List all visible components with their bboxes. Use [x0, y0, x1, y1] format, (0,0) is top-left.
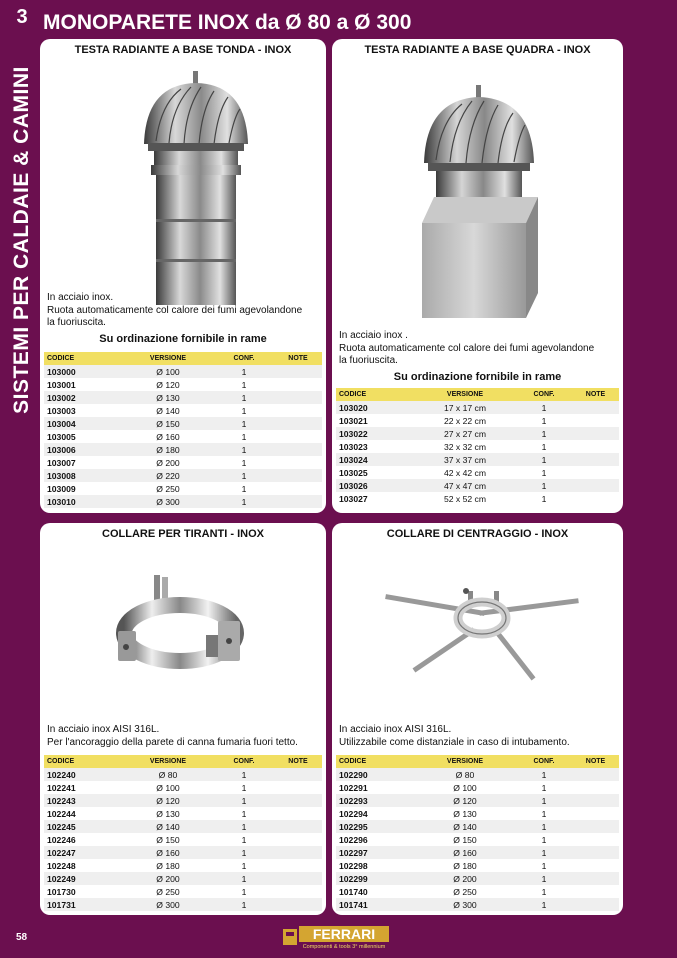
col-header-version: VERSIONE: [414, 388, 516, 401]
cell-code: 103020: [336, 401, 414, 414]
cell-version: Ø 140: [414, 820, 516, 833]
cell-code: 101741: [336, 898, 414, 911]
table-row: [336, 872, 619, 885]
table-header-row: [336, 755, 619, 768]
cell-conf: 1: [241, 431, 247, 442]
card-subheading: Su ordinazione fornibile in rame: [393, 371, 562, 383]
cell-notes: [274, 495, 322, 508]
cell-code: 102294: [339, 808, 368, 819]
table-row: [44, 885, 322, 898]
cell-conf: 1: [516, 401, 572, 414]
table-row: [44, 820, 322, 833]
cell-notes: [572, 453, 619, 466]
brand-name: FERRARI: [312, 926, 376, 942]
table-row: [44, 872, 322, 885]
desc-line: Per l'ancoraggio della parete di canna fumaria fuori tetto.: [47, 736, 298, 748]
cell-notes: [572, 859, 619, 872]
table-row: [44, 378, 322, 391]
cell-notes: [572, 898, 619, 911]
cell-notes: [274, 443, 322, 456]
cell-version: 47 x 47 cm: [414, 479, 516, 492]
cell-conf: 1: [541, 415, 547, 426]
cell-version: Ø 250: [453, 886, 477, 897]
table-row: [44, 469, 322, 482]
cell-conf: 1: [516, 453, 572, 466]
side-title: [6, 40, 38, 440]
cell-notes: [274, 456, 322, 469]
cell-notes: [274, 391, 322, 404]
cell-version: Ø 100: [453, 782, 477, 793]
desc-line: Ruota automaticamente col calore dei fumi agevolandone: [47, 304, 303, 316]
table-row: [336, 440, 619, 453]
cell-version: Ø 100: [156, 782, 180, 793]
table-row: [44, 898, 322, 911]
cell-version: Ø 250: [156, 886, 180, 897]
table-row: [44, 807, 322, 820]
cell-version: Ø 140: [122, 820, 214, 833]
cell-notes: [572, 833, 619, 846]
cell-conf: 1: [241, 886, 247, 897]
card-description: [339, 330, 594, 368]
cell-conf: 1: [541, 808, 547, 819]
table-row: [336, 833, 619, 846]
table-row: [336, 401, 619, 414]
cell-code: 102291: [339, 782, 368, 793]
cell-notes: [572, 479, 619, 492]
table-row: [44, 365, 322, 378]
col-header-notes: NOTE: [572, 755, 619, 768]
cell-conf: 1: [214, 365, 274, 378]
cell-code: 102248: [47, 860, 76, 871]
cell-notes: [572, 820, 619, 833]
cell-code: 103025: [339, 467, 368, 478]
col-header-version: VERSIONE: [414, 755, 516, 768]
cell-notes: [274, 820, 322, 833]
desc-line: la fuoriuscita.: [47, 317, 106, 328]
table-header-row: [336, 388, 619, 401]
cell-code: 102244: [47, 808, 76, 819]
table-row: [336, 427, 619, 440]
brand-tagline: Componenti & tools 3° millennium: [302, 944, 386, 949]
table-row: [44, 859, 322, 872]
card-subheading: Su ordinazione fornibile in rame: [99, 333, 267, 345]
cell-version: Ø 130: [453, 808, 477, 819]
card-title: TESTA RADIANTE A BASE QUADRA - INOX: [364, 44, 591, 56]
cell-version: Ø 200: [156, 457, 180, 468]
cell-conf: 1: [214, 872, 274, 885]
cell-conf: 1: [214, 898, 274, 911]
cell-conf: 1: [516, 846, 572, 859]
table-row: [44, 781, 322, 794]
table-row: [336, 794, 619, 807]
cell-code: 102299: [336, 872, 414, 885]
cell-notes: [274, 365, 322, 378]
cell-conf: 1: [214, 820, 274, 833]
chapter-number: 3: [16, 6, 28, 28]
cell-code: 103009: [47, 483, 76, 494]
cell-code: 103000: [44, 365, 122, 378]
cell-code: 103010: [44, 495, 122, 508]
cell-notes: [572, 414, 619, 427]
cell-version: 27 x 27 cm: [414, 427, 516, 440]
cell-version: Ø 220: [122, 469, 214, 482]
col-header-code: CODICE: [336, 755, 414, 768]
cell-version: Ø 150: [156, 834, 180, 845]
cell-conf: 1: [241, 860, 247, 871]
cell-conf: 1: [214, 417, 274, 430]
cell-conf: 1: [214, 495, 274, 508]
cell-version: Ø 160: [122, 846, 214, 859]
cell-conf: 1: [516, 427, 572, 440]
desc-line: Utilizzabile come distanziale in caso di intubamento.: [339, 736, 570, 748]
cell-conf: 1: [516, 898, 572, 911]
col-header-conf: CONF.: [516, 755, 572, 768]
cell-conf: 1: [516, 820, 572, 833]
table-row: [336, 479, 619, 492]
cell-version: 37 x 37 cm: [414, 453, 516, 466]
cell-version: Ø 130: [122, 391, 214, 404]
card-title: TESTA RADIANTE A BASE TONDA - INOX: [74, 44, 292, 56]
cell-code: 102298: [339, 860, 368, 871]
card-title: COLLARE DI CENTRAGGIO - INOX: [386, 528, 569, 540]
cell-notes: [572, 846, 619, 859]
cell-conf: 1: [214, 443, 274, 456]
cell-version: Ø 180: [156, 860, 180, 871]
table-row: [336, 885, 619, 898]
rotating-cowl-round-image: [136, 69, 256, 319]
cell-conf: 1: [516, 768, 572, 781]
cell-notes: [274, 859, 322, 872]
table-row: [336, 859, 619, 872]
table-header-row: [44, 352, 322, 365]
rotating-cowl-square-image: [414, 83, 546, 323]
cell-version: Ø 300: [122, 898, 214, 911]
col-header-code: CODICE: [336, 388, 414, 401]
table-row: [44, 404, 322, 417]
cell-conf: 1: [541, 441, 547, 452]
cell-notes: [572, 440, 619, 453]
card-description: [47, 724, 298, 749]
cell-version: 32 x 32 cm: [443, 441, 487, 452]
cell-conf: 1: [214, 391, 274, 404]
cell-notes: [572, 427, 619, 440]
cell-notes: [572, 768, 619, 781]
table-row: [44, 833, 322, 846]
table-row: [336, 846, 619, 859]
cell-version: Ø 250: [156, 483, 180, 494]
cell-code: 103027: [339, 493, 368, 504]
product-table: [336, 755, 619, 911]
cell-notes: [274, 872, 322, 885]
ferrari-brand-logo: [283, 925, 391, 949]
table-row: [336, 414, 619, 427]
cell-conf: 1: [241, 834, 247, 845]
cell-version: Ø 180: [122, 443, 214, 456]
table-row: [44, 794, 322, 807]
cell-notes: [572, 885, 619, 898]
cell-notes: [572, 794, 619, 807]
table-header-row: [44, 755, 322, 768]
product-card-square-cowl: [332, 39, 623, 513]
cell-code: 103021: [339, 415, 368, 426]
table-row: [336, 466, 619, 479]
card-description: [47, 292, 302, 330]
product-card-centering-collar: [332, 523, 623, 915]
table-row: [336, 453, 619, 466]
cell-notes: [572, 466, 619, 479]
desc-line: In acciaio inox .: [339, 330, 408, 341]
cell-conf: 1: [241, 379, 247, 390]
cell-version: Ø 100: [122, 365, 214, 378]
card-description: [339, 724, 570, 749]
cell-notes: [572, 401, 619, 414]
cell-notes: [274, 846, 322, 859]
table-row: [44, 768, 322, 781]
table-row: [336, 807, 619, 820]
cell-conf: 1: [541, 467, 547, 478]
desc-line: Ruota automaticamente col calore dei fumi agevolandone: [339, 342, 595, 354]
cell-conf: 1: [241, 457, 247, 468]
cell-conf: 1: [214, 846, 274, 859]
desc-line: la fuoriuscita.: [339, 355, 398, 366]
centering-collar-image: [382, 573, 582, 683]
cell-version: Ø 120: [156, 379, 180, 390]
table-row: [336, 492, 619, 505]
col-header-conf: CONF.: [516, 388, 572, 401]
product-table: [44, 352, 322, 508]
cell-code: 103002: [44, 391, 122, 404]
cell-conf: 1: [241, 782, 247, 793]
card-title: COLLARE PER TIRANTI - INOX: [102, 528, 264, 540]
table-row: [44, 482, 322, 495]
cell-conf: 1: [541, 886, 547, 897]
cell-code: 102293: [336, 794, 414, 807]
cell-version: 52 x 52 cm: [443, 493, 487, 504]
cell-version: Ø 180: [453, 860, 477, 871]
col-header-code: CODICE: [44, 352, 122, 365]
cell-notes: [572, 492, 619, 505]
cell-notes: [274, 781, 322, 794]
cell-version: Ø 200: [414, 872, 516, 885]
page-title: MONOPARETE INOX da Ø 80 a Ø 300: [43, 11, 412, 34]
cell-notes: [274, 898, 322, 911]
cell-notes: [274, 885, 322, 898]
side-title-text: SISTEMI PER CALDAIE & CAMINI: [10, 66, 33, 414]
cell-conf: 1: [541, 782, 547, 793]
cell-code: 102249: [44, 872, 122, 885]
cell-version: Ø 120: [122, 794, 214, 807]
cell-conf: 1: [516, 872, 572, 885]
cell-version: Ø 160: [156, 431, 180, 442]
cell-version: 17 x 17 cm: [414, 401, 516, 414]
cell-code: 103023: [339, 441, 368, 452]
cell-conf: 1: [241, 483, 247, 494]
cell-conf: 1: [516, 794, 572, 807]
cell-notes: [274, 378, 322, 391]
table-row: [44, 391, 322, 404]
cell-code: 102240: [44, 768, 122, 781]
desc-line: In acciaio inox AISI 316L.: [339, 724, 452, 735]
product-table: [336, 388, 619, 505]
cell-conf: 1: [241, 808, 247, 819]
cell-conf: 1: [541, 493, 547, 504]
cell-code: 102297: [336, 846, 414, 859]
cell-version: Ø 200: [122, 872, 214, 885]
col-header-code: CODICE: [44, 755, 122, 768]
cell-notes: [274, 404, 322, 417]
cell-code: 102296: [339, 834, 368, 845]
cell-code: 102246: [47, 834, 76, 845]
cell-notes: [274, 794, 322, 807]
cell-conf: 1: [214, 794, 274, 807]
cell-code: 102247: [44, 846, 122, 859]
cell-code: 102243: [44, 794, 122, 807]
cell-notes: [572, 807, 619, 820]
cell-code: 103026: [336, 479, 414, 492]
cell-code: 101730: [47, 886, 76, 897]
cell-code: 102290: [336, 768, 414, 781]
cell-version: Ø 120: [414, 794, 516, 807]
cell-conf: 1: [214, 768, 274, 781]
cell-notes: [274, 768, 322, 781]
cell-notes: [274, 469, 322, 482]
cell-version: Ø 130: [156, 808, 180, 819]
cell-version: Ø 80: [122, 768, 214, 781]
cell-code: 103004: [44, 417, 122, 430]
cell-conf: 1: [214, 469, 274, 482]
product-card-round-cowl: [40, 39, 326, 513]
cell-notes: [274, 430, 322, 443]
cell-code: 103005: [47, 431, 76, 442]
cell-code: 103003: [47, 405, 76, 416]
col-header-version: VERSIONE: [122, 352, 214, 365]
cell-notes: [274, 807, 322, 820]
cell-version: Ø 300: [414, 898, 516, 911]
table-row: [336, 781, 619, 794]
cell-version: Ø 160: [414, 846, 516, 859]
cell-code: 102295: [336, 820, 414, 833]
table-row: [44, 417, 322, 430]
col-header-notes: NOTE: [572, 388, 619, 401]
cell-code: 103008: [44, 469, 122, 482]
desc-line: In acciaio inox.: [47, 292, 114, 303]
cell-notes: [572, 872, 619, 885]
cell-conf: 1: [241, 405, 247, 416]
cell-conf: 1: [541, 860, 547, 871]
col-header-notes: NOTE: [274, 352, 322, 365]
cell-notes: [274, 417, 322, 430]
table-row: [336, 768, 619, 781]
col-header-conf: CONF.: [214, 755, 274, 768]
cell-code: 101731: [44, 898, 122, 911]
table-row: [336, 898, 619, 911]
tie-rod-collar-image: [110, 573, 250, 683]
cell-code: 103001: [47, 379, 76, 390]
table-row: [336, 820, 619, 833]
product-table: [44, 755, 322, 911]
table-row: [44, 443, 322, 456]
cell-notes: [274, 833, 322, 846]
page-number: 58: [16, 932, 28, 943]
table-row: [44, 430, 322, 443]
cell-notes: [274, 482, 322, 495]
cell-code: 103024: [336, 453, 414, 466]
cell-notes: [572, 781, 619, 794]
col-header-conf: CONF.: [214, 352, 274, 365]
cell-version: 22 x 22 cm: [443, 415, 487, 426]
cell-version: Ø 300: [122, 495, 214, 508]
cell-version: Ø 140: [156, 405, 180, 416]
cell-version: Ø 80: [414, 768, 516, 781]
cell-code: 102245: [44, 820, 122, 833]
product-card-tie-rod-collar: [40, 523, 326, 915]
desc-line: In acciaio inox AISI 316L.: [47, 724, 160, 735]
brand-mark-icon: [283, 929, 297, 945]
table-row: [44, 495, 322, 508]
cell-code: 103022: [336, 427, 414, 440]
table-row: [44, 456, 322, 469]
cell-version: Ø 150: [122, 417, 214, 430]
cell-code: 103007: [47, 457, 76, 468]
cell-code: 101740: [339, 886, 368, 897]
cell-code: 102241: [47, 782, 76, 793]
cell-conf: 1: [516, 479, 572, 492]
cell-version: Ø 150: [453, 834, 477, 845]
col-header-version: VERSIONE: [122, 755, 214, 768]
cell-version: 42 x 42 cm: [443, 467, 487, 478]
cell-conf: 1: [541, 834, 547, 845]
table-row: [44, 846, 322, 859]
col-header-notes: NOTE: [274, 755, 322, 768]
cell-code: 103006: [44, 443, 122, 456]
